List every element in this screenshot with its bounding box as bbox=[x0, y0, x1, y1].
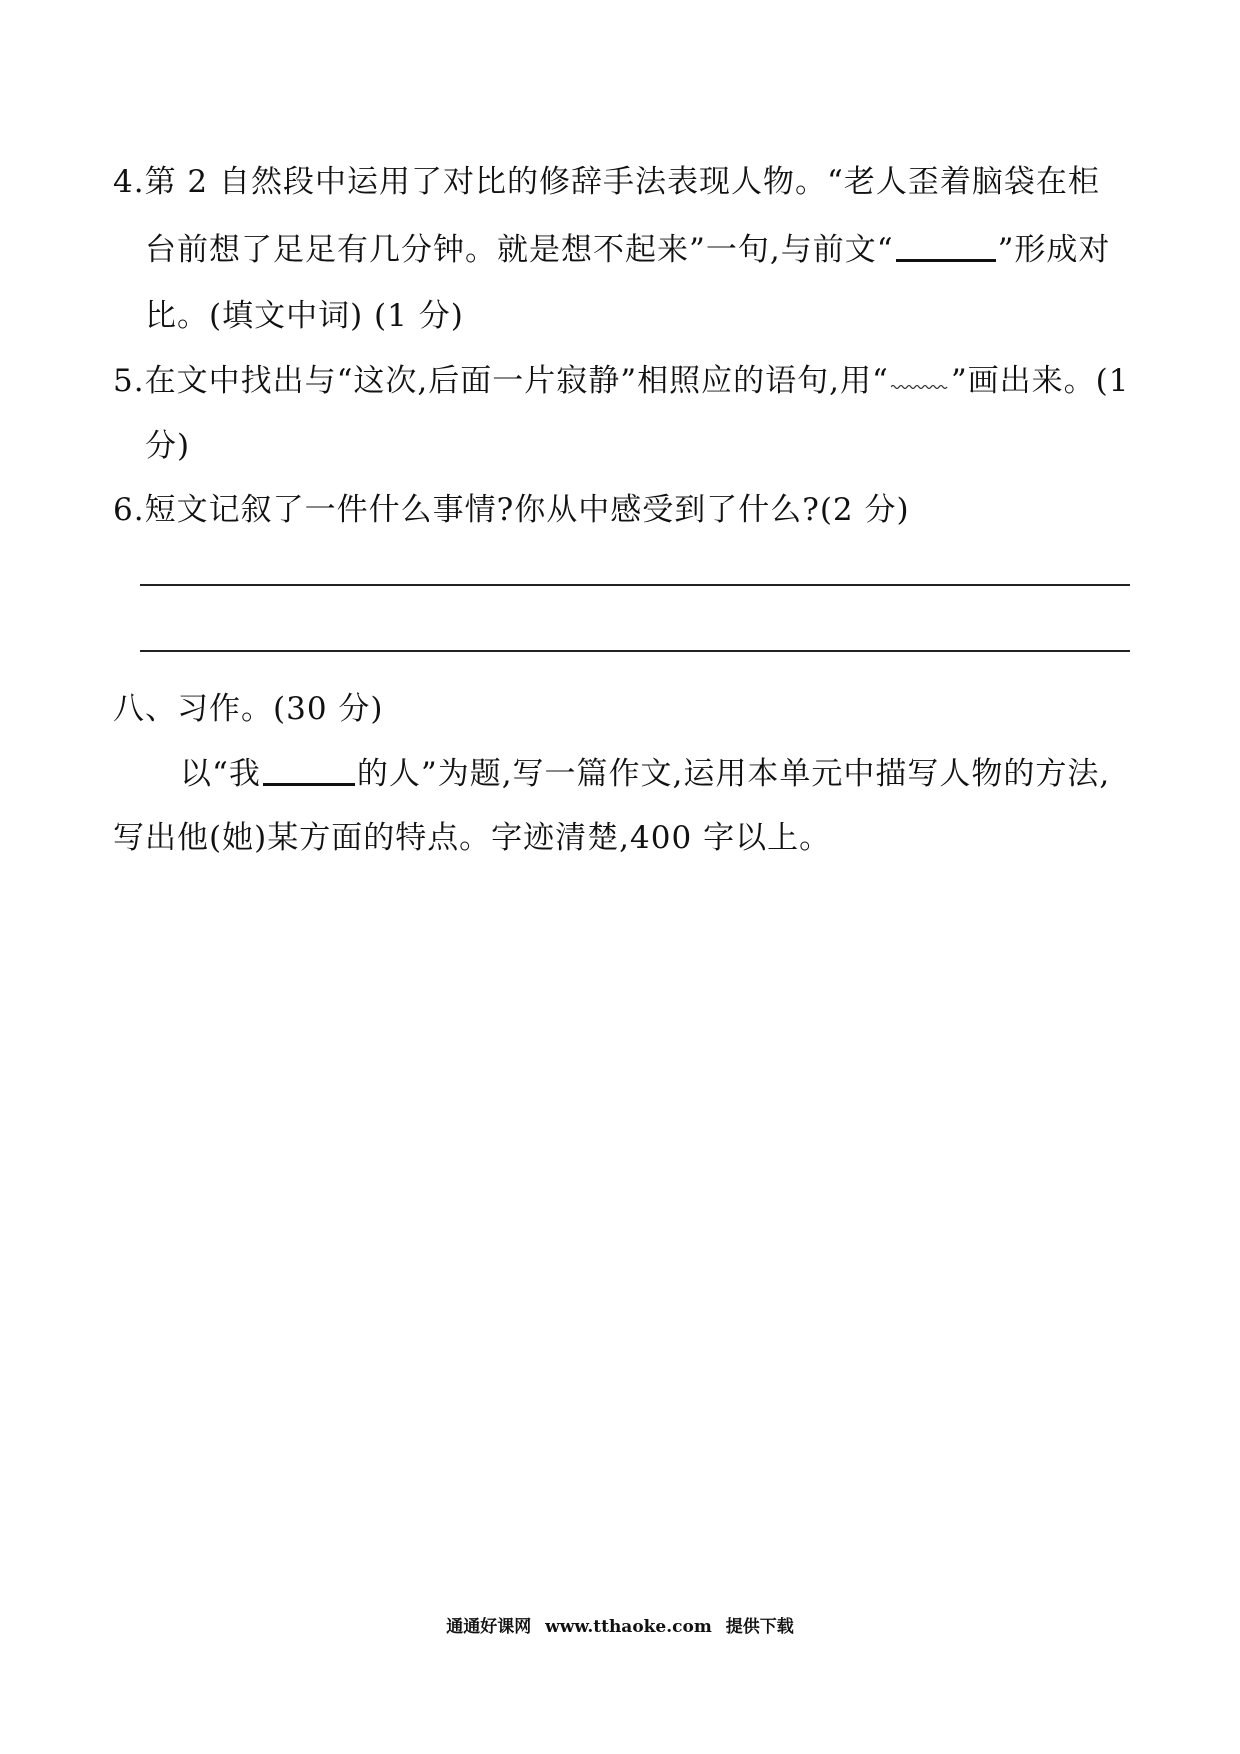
question-4-line-2-start: 台前想了足足有几分钟。就是想不起来”一句,与前文“ bbox=[145, 232, 894, 268]
question-4-line-3: 比。(填文中词) (1 分) bbox=[145, 298, 464, 334]
question-4-line-2 bbox=[145, 229, 1110, 270]
question-5-line-1 bbox=[113, 361, 1130, 401]
section-8-line-2: 写出他(她)某方面的特点。字迹清楚,400 字以上。 bbox=[113, 820, 832, 856]
section-8-line-1-start: 以“我 bbox=[180, 756, 261, 792]
answer-line-1[interactable] bbox=[140, 584, 1130, 586]
section-8-line-1 bbox=[180, 753, 1110, 794]
footer-site-name: 通通好课网 bbox=[446, 1617, 532, 1637]
footer-url[interactable]: www.tthaoke.com bbox=[545, 1617, 712, 1637]
question-5-line-1-end: ”画出来。(1 bbox=[950, 363, 1130, 399]
question-4-line-1: 4.第 2 自然段中运用了对比的修辞手法表现人物。“老人歪着脑袋在柜 bbox=[113, 164, 1100, 200]
question-5-line-2: 分) bbox=[145, 428, 191, 464]
essay-title-blank[interactable] bbox=[263, 753, 355, 786]
question-4-line-2-end: ”形成对 bbox=[997, 232, 1111, 268]
wavy-underline-icon bbox=[889, 363, 951, 393]
answer-line-2[interactable] bbox=[140, 650, 1130, 652]
question-6-line-1: 6.短文记叙了一件什么事情?你从中感受到了什么?(2 分) bbox=[113, 492, 910, 528]
footer-suffix: 提供下载 bbox=[725, 1617, 794, 1637]
section-8-title: 八、习作。(30 分) bbox=[113, 691, 384, 727]
question-4-answer-blank[interactable] bbox=[896, 229, 996, 262]
page-footer bbox=[0, 1612, 1240, 1637]
section-8-line-1-end: 的人”为题,写一篇作文,运用本单元中描写人物的方法, bbox=[356, 756, 1111, 792]
question-5-line-1-start: 5.在文中找出与“这次,后面一片寂静”相照应的语句,用“ bbox=[113, 363, 889, 399]
